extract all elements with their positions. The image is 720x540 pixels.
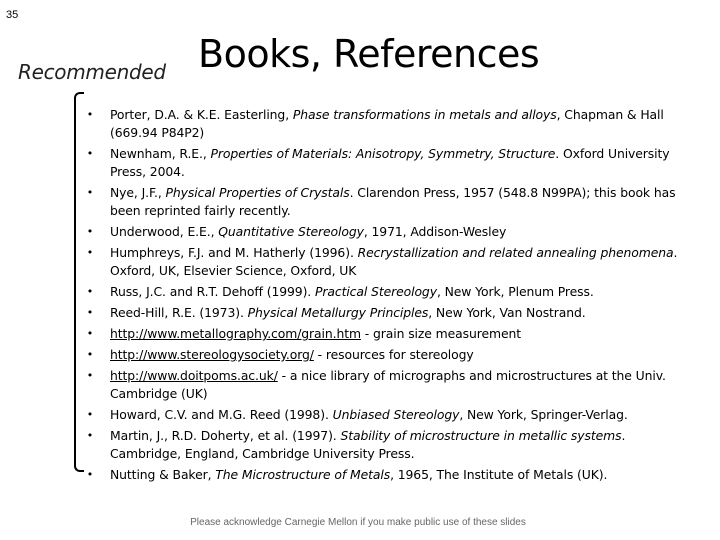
reference-text: , New York, Springer-Verlag. [459,407,628,422]
reference-text: - grain size measurement [360,326,521,341]
reference-text: , New York, Van Nostrand. [428,305,586,320]
reference-text: , 1971, Addison-Wesley [363,224,507,239]
bullet-icon: • [86,348,94,361]
reference-item [86,346,686,364]
slide-number: 35 [6,9,19,21]
reference-text: Newnham, R.E., [110,146,211,161]
bullet-icon: • [86,429,94,442]
reference-text: Howard, C.V. and M.G. Reed (1998). [110,407,333,422]
reference-item [86,283,686,301]
page-title: Books, References [198,32,540,76]
reference-link[interactable]: http://www.doitpoms.ac.uk/ [110,368,278,383]
reference-link[interactable]: http://www.stereologysociety.org/ [110,347,314,362]
reference-text: . Cambridge, England, Cambridge University Press. [110,428,626,461]
reference-list [86,106,686,487]
reference-item [86,145,686,181]
reference-text: Reed-Hill, R.E. (1973). [110,305,248,320]
reference-text: Nye, J.F., [110,185,166,200]
reference-text: - resources for stereology [313,347,474,362]
bullet-icon: • [86,369,94,382]
reference-link[interactable]: http://www.metallography.com/grain.htm [110,326,361,341]
bullet-icon: • [86,246,94,259]
reference-item [86,223,686,241]
reference-item [86,427,686,463]
bullet-icon: • [86,285,94,298]
reference-item [86,184,686,220]
reference-item [86,466,686,484]
reference-item [86,244,686,280]
reference-text: Martin, J., R.D. Doherty, et al. (1997). [110,428,341,443]
bullet-icon: • [86,408,94,421]
bullet-icon: • [86,186,94,199]
reference-title: Practical Stereology [315,284,437,299]
reference-title: Physical Metallurgy Principles [247,305,429,320]
bullet-icon: • [86,306,94,319]
bracket-decoration [74,92,84,472]
bullet-icon: • [86,468,94,481]
reference-text: , 1965, The Institute of Metals (UK). [390,467,608,482]
reference-text: . Oxford University Press, 2004. [110,146,670,179]
reference-title: Quantitative Stereology [218,224,364,239]
reference-title: Stability of microstructure in metallic systems [340,428,622,443]
reference-item [86,325,686,343]
reference-title: The Microstructure of Metals [215,467,391,482]
reference-text: Underwood, E.E., [110,224,219,239]
section-subtitle: Recommended [18,60,166,84]
reference-item [86,367,686,403]
bullet-icon: • [86,108,94,121]
footer-note: Please acknowledge Carnegie Mellon if you make public use of these slides [190,517,526,528]
reference-text: - a nice library of micrographs and microstructures at the Univ. Cambridge (UK) [110,368,666,401]
reference-title: Recrystallization and related annealing phenomena [357,245,674,260]
reference-title: Properties of Materials: Anisotropy, Symmetry, Structure [210,146,556,161]
reference-title: Unbiased Stereology [332,407,460,422]
bullet-icon: • [86,147,94,160]
reference-item [86,406,686,424]
reference-item [86,106,686,142]
reference-title: Phase transformations in metals and alloys [292,107,557,122]
reference-text: . Oxford, UK, Elsevier Science, Oxford, UK [110,245,678,278]
reference-text: Russ, J.C. and R.T. Dehoff (1999). [110,284,315,299]
reference-text: Porter, D.A. & K.E. Easterling, [110,107,293,122]
reference-text: , Chapman & Hall (669.94 P84P2) [110,107,664,140]
bullet-icon: • [86,225,94,238]
reference-text: . Clarendon Press, 1957 (548.8 N99PA); this book has been reprinted fairly recently. [110,185,676,218]
reference-text: , New York, Plenum Press. [436,284,594,299]
reference-title: Physical Properties of Crystals [165,185,350,200]
reference-item [86,304,686,322]
reference-text: Nutting & Baker, [110,467,216,482]
reference-text: Humphreys, F.J. and M. Hatherly (1996). [110,245,358,260]
bullet-icon: • [86,327,94,340]
